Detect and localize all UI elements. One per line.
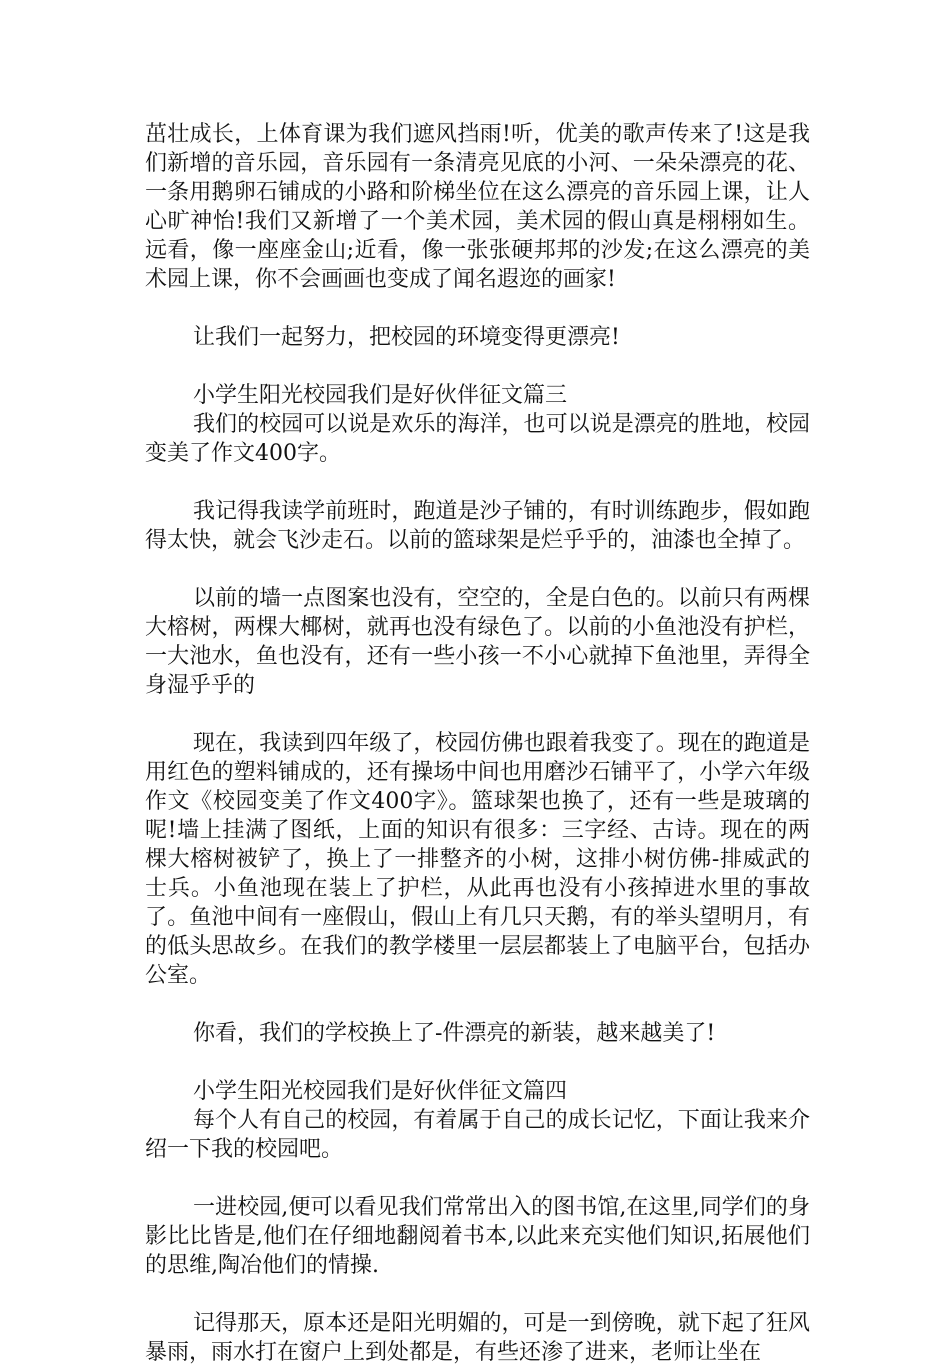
section-heading: 小学生阳光校园我们是好伙伴征文篇三 (193, 383, 568, 408)
paragraph: 我记得我读学前班时，跑道是沙子铺的，有时训练跑步，假如跑得太快，就会飞沙走石。以前的篮球架是烂乎乎的，油漆也全掉了。 (145, 499, 810, 553)
paragraph: 茁壮成长，上体育课为我们遮风挡雨!听，优美的歌声传来了!这是我们新增的音乐园，音乐园有一条清亮见底的小河、一朵朵漂亮的花、一条用鹅卵石铺成的小路和阶梯坐位在这么漂亮的音乐园上课，让人心旷神怡!我们又新增了一个美术园，美术园的假山真是栩栩如生。远看，像一座座金山;近看，像一张张硬邦邦的沙发;在这么漂亮的美术园上课，你不会画画也变成了闻名遐迩的画家! (145, 122, 810, 292)
paragraph-spacer (145, 1048, 810, 1077)
paragraph: 记得那天，原本还是阳光明媚的，可是一到傍晚，就下起了狂风暴雨，雨水打在窗户上到处都是，有些还渗了进来，老师让坐在 (145, 1311, 810, 1365)
paragraph-spacer (145, 555, 810, 584)
document-body (145, 120, 810, 1367)
paragraph-spacer (145, 294, 810, 323)
paragraph-spacer (145, 468, 810, 497)
paragraph: 让我们一起努力，把校园的环境变得更漂亮! (193, 325, 620, 350)
paragraph: 以前的墙一点图案也没有，空空的，全是白色的。以前只有两棵大榕树，两棵大椰树，就再也没有绿色了。以前的小鱼池没有护栏，一大池水，鱼也没有，还有一些小孩一不小心就掉下鱼池里，弄得全身湿乎乎的 (145, 586, 810, 698)
paragraph-spacer (145, 990, 810, 1019)
paragraph: 一进校园,便可以看见我们常常出入的图书馆,在这里,同学们的身影比比皆是,他们在仔细地翻阅着书本,以此来充实他们知识,拓展他们的思维,陶冶他们的情操. (145, 1195, 810, 1278)
paragraph: 你看，我们的学校换上了-件漂亮的新装，越来越美了! (193, 1021, 716, 1046)
paragraph: 现在，我读到四年级了，校园仿佛也跟着我变了。现在的跑道是用红色的塑料铺成的，还有操场中间也用磨沙石铺平了，小学六年级作文《校园变美了作文400字》。篮球架也换了，还有一些是玻璃的呢!墙上挂满了图纸，上面的知识有很多：三字经、古诗。现在的两棵大榕树被铲了，换上了一排整齐的小树，这排小树仿佛-排威武的士兵。小鱼池现在装上了护栏，从此再也没有小孩掉进水里的事故了。鱼池中间有一座假山，假山上有几只天鹅，有的举头望明月，有的低头思故乡。在我们的教学楼里一层层都装上了电脑平台，包括办公室。 (145, 731, 810, 988)
paragraph-spacer (145, 1280, 810, 1309)
paragraph-spacer (145, 700, 810, 729)
paragraph-spacer (145, 352, 810, 381)
paragraph-spacer (145, 1164, 810, 1193)
paragraph: 我们的校园可以说是欢乐的海洋，也可以说是漂亮的胜地，校园变美了作文400字。 (145, 412, 810, 466)
section-heading: 小学生阳光校园我们是好伙伴征文篇四 (193, 1079, 568, 1104)
paragraph: 每个人有自己的校园，有着属于自己的成长记忆，下面让我来介绍一下我的校园吧。 (145, 1108, 810, 1162)
